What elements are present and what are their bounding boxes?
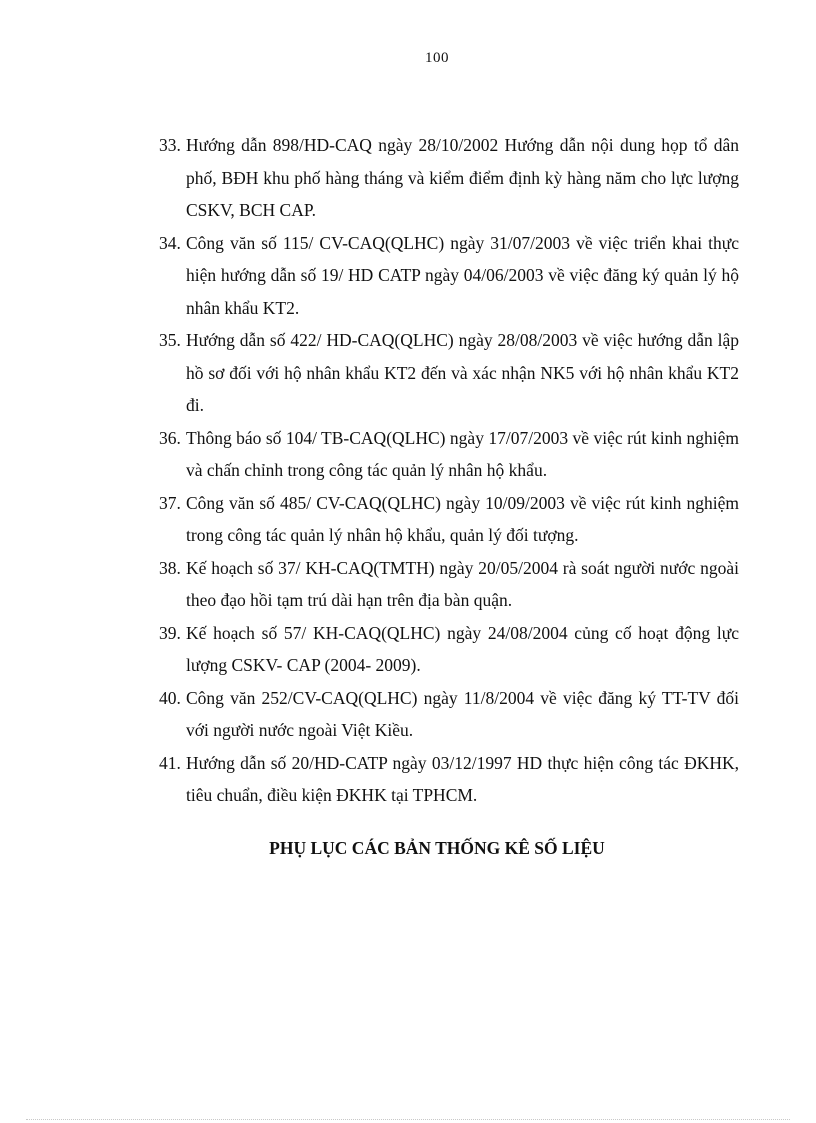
reference-number: 33.	[159, 135, 181, 155]
reference-item	[159, 129, 739, 227]
reference-text: Thông báo số 104/ TB-CAQ(QLHC) ngày 17/07/2003 về việc rút kinh nghiệm và chấn chỉnh trong công tác quản lý nhân hộ khẩu.	[186, 427, 739, 480]
reference-number: 40.	[159, 687, 181, 708]
reference-item	[159, 747, 739, 812]
reference-item	[159, 227, 739, 325]
reference-item	[159, 422, 739, 487]
reference-number: 39.	[159, 622, 181, 643]
reference-text: Công văn 252/CV-CAQ(QLHC) ngày 11/8/2004 về việc đăng ký TT-TV đối với người nước ngoài Việt Kiều.	[186, 687, 739, 740]
page-bottom-divider	[26, 1119, 790, 1120]
reference-text: Kế hoạch số 37/ KH-CAQ(TMTH) ngày 20/05/2004 rà soát người nước ngoài theo đạo hồi tạm trú dài hạn trên địa bàn quận.	[186, 557, 739, 610]
reference-text: Hướng dẫn 898/HD-CAQ ngày 28/10/2002 Hướng dẫn nội dung họp tổ dân phố, BĐH khu phố hàng tháng và kiểm điểm định kỳ hàng năm cho lực lượng CSKV, BCH CAP.	[186, 135, 739, 220]
reference-item	[159, 552, 739, 617]
reference-text: Kế hoạch số 57/ KH-CAQ(QLHC) ngày 24/08/2004 củng cố hoạt động lực lượng CSKV- CAP (2004- 2009).	[186, 622, 739, 675]
reference-text: Hướng dẫn số 422/ HD-CAQ(QLHC) ngày 28/08/2003 về việc hướng dẫn lập hồ sơ đối với hộ nhân khẩu KT2 đến và xác nhận NK5 với hộ nhân khẩu KT2 đi.	[186, 330, 739, 415]
reference-item	[159, 617, 739, 682]
reference-list	[159, 129, 739, 812]
reference-text: Công văn số 485/ CV-CAQ(QLHC) ngày 10/09/2003 về việc rút kinh nghiệm trong công tác quản lý nhân hộ khẩu, quản lý đối tượng.	[186, 492, 739, 545]
reference-item	[159, 487, 739, 552]
reference-number: 37.	[159, 492, 181, 513]
reference-number: 38.	[159, 557, 181, 578]
reference-number: 35.	[159, 330, 181, 350]
reference-item	[159, 324, 739, 422]
reference-item	[159, 682, 739, 747]
reference-number: 41.	[159, 752, 181, 773]
reference-text: Công văn số 115/ CV-CAQ(QLHC) ngày 31/07/2003 về việc triển khai thực hiện hướng dẫn số 19/ HD CATP ngày 04/06/2003 về việc đăng ký quản lý hộ nhân khẩu KT2.	[186, 232, 739, 318]
reference-text: Hướng dẫn số 20/HD-CATP ngày 03/12/1997 HD thực hiện công tác ĐKHK, tiêu chuẩn, điều kiện ĐKHK tại TPHCM.	[186, 752, 739, 805]
page-number: 100	[425, 50, 449, 66]
reference-number: 36.	[159, 427, 181, 448]
appendix-title: PHỤ LỤC CÁC BẢN THỐNG KÊ SỐ LIỆU	[269, 838, 605, 858]
reference-number: 34.	[159, 232, 181, 253]
